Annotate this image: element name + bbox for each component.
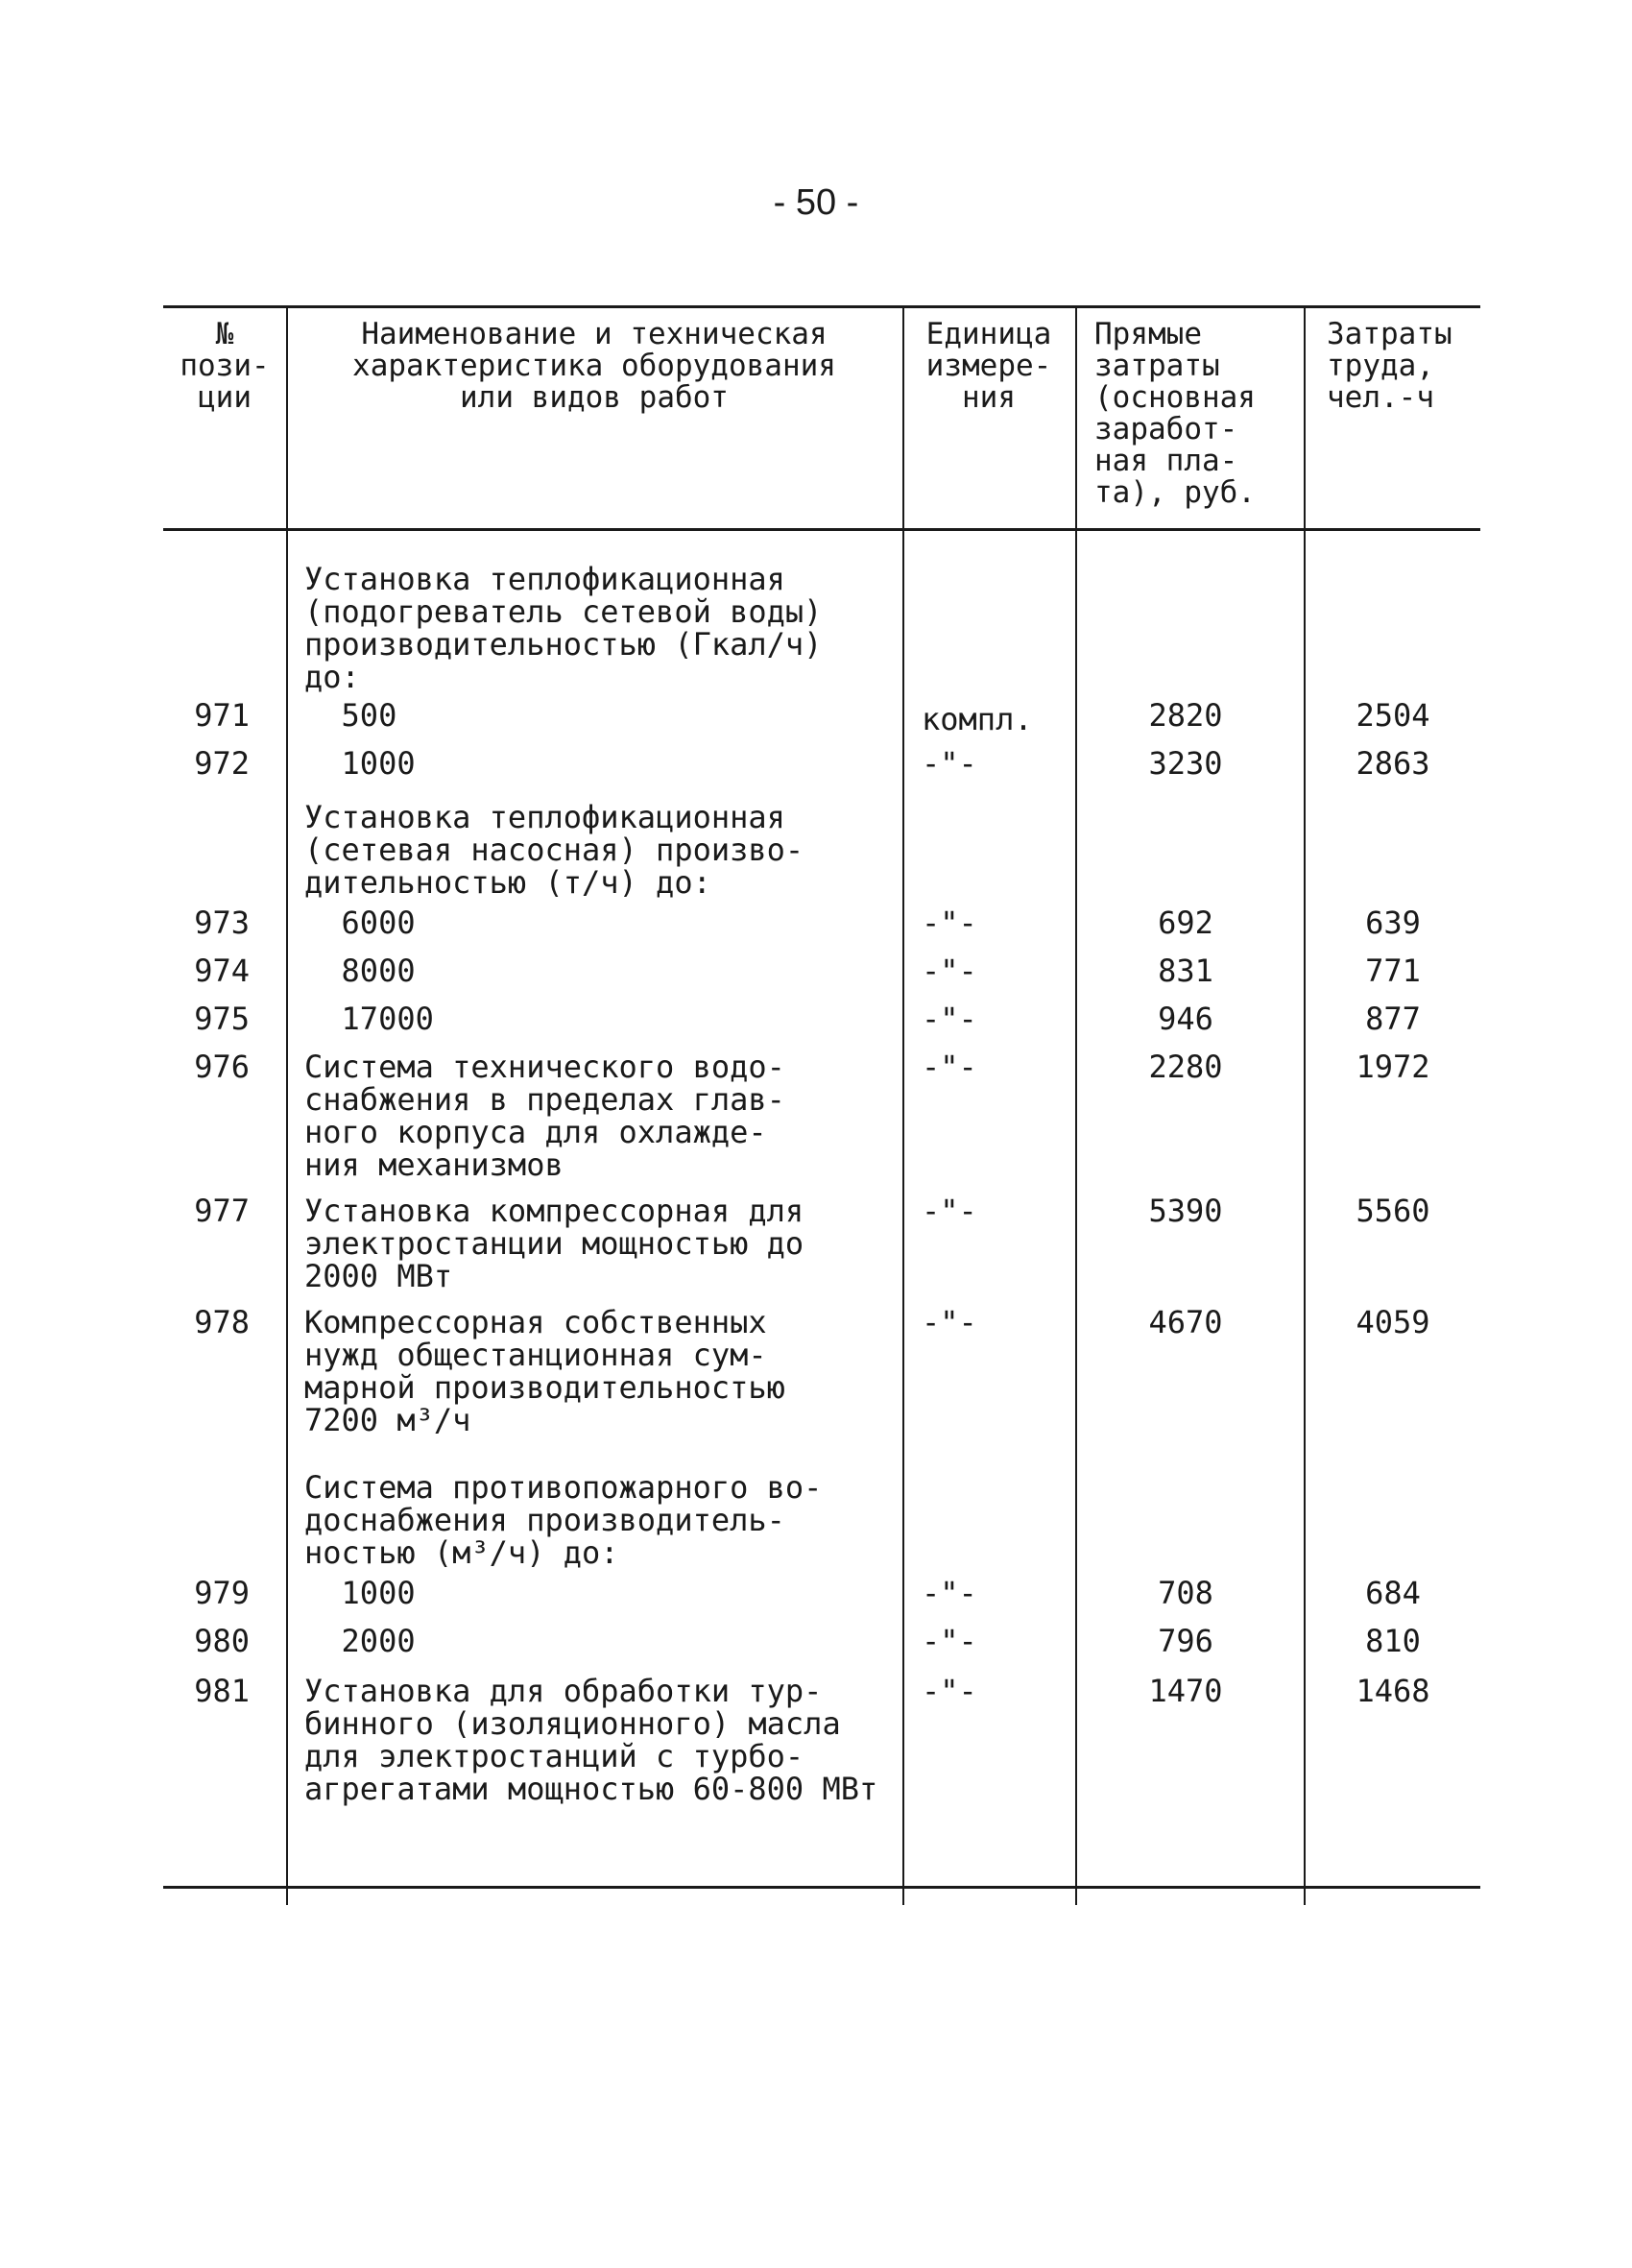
row-name: Система технического водо- снабжения в пределах глав- ного корпуса для охлажде- ния механизмов — [304, 1049, 785, 1183]
table-bottom-rule — [163, 1886, 1480, 1889]
row-position: 973 — [194, 905, 250, 941]
row-name: 1000 — [304, 1575, 416, 1611]
row-position: 977 — [194, 1193, 250, 1229]
row-labor: 2504 — [1356, 697, 1430, 734]
row-direct-cost: 1470 — [1148, 1673, 1223, 1709]
row-name: 6000 — [304, 905, 416, 941]
row-unit: -"- — [922, 1623, 977, 1659]
row-position: 976 — [194, 1049, 250, 1085]
table-top-rule — [163, 305, 1480, 308]
column-divider — [1304, 305, 1306, 1905]
row-name: 17000 — [304, 1001, 434, 1037]
row-unit: компл. — [922, 701, 1033, 737]
row-name: Компрессорная собственных нужд общестанционная сум- марной производительностью 7200 м³/ч — [304, 1304, 785, 1438]
row-name: 2000 — [304, 1623, 416, 1659]
header-name: Наименование и техническая характеристика оборудования или видов работ — [352, 317, 836, 415]
row-labor: 1468 — [1356, 1673, 1430, 1709]
row-position: 972 — [194, 745, 250, 782]
row-labor: 810 — [1365, 1623, 1421, 1659]
row-unit: -"- — [922, 1001, 977, 1037]
row-direct-cost: 946 — [1158, 1001, 1213, 1037]
row-unit: -"- — [922, 1575, 977, 1611]
row-name: 8000 — [304, 953, 416, 989]
row-name: 1000 — [304, 745, 416, 782]
row-unit: -"- — [922, 905, 977, 941]
row-direct-cost: 2820 — [1148, 697, 1223, 734]
row-direct-cost: 796 — [1158, 1623, 1213, 1659]
group-heading: Установка теплофикационная (сетевая насосная) произво- дительностью (т/ч) до: — [304, 799, 804, 901]
row-position: 981 — [194, 1673, 250, 1709]
row-unit: -"- — [922, 953, 977, 989]
header-direct-cost: Прямые затраты (основная заработ- ная пла- та), руб. — [1094, 317, 1256, 510]
row-position: 978 — [194, 1304, 250, 1340]
column-divider — [1075, 305, 1077, 1905]
row-labor: 771 — [1365, 953, 1421, 989]
row-labor: 2863 — [1356, 745, 1430, 782]
row-unit: -"- — [922, 1193, 977, 1229]
row-unit: -"- — [922, 745, 977, 782]
row-direct-cost: 4670 — [1148, 1304, 1223, 1340]
row-name: Установка для обработки тур- бинного (изоляционного) масла для электростанций с турбо- агрегатами мощностью 60-800 МВт — [304, 1673, 878, 1807]
row-labor: 639 — [1365, 905, 1421, 941]
row-position: 979 — [194, 1575, 250, 1611]
header-labor: Затраты труда, чел.-ч — [1327, 317, 1452, 415]
row-position: 971 — [194, 697, 250, 734]
cost-table — [163, 305, 1480, 1905]
page-number: - 50 - — [773, 182, 859, 223]
row-direct-cost: 831 — [1158, 953, 1213, 989]
row-labor: 4059 — [1356, 1304, 1430, 1340]
row-name: 500 — [304, 697, 397, 734]
row-labor: 877 — [1365, 1001, 1421, 1037]
header-unit: Единица измере- ния — [925, 317, 1052, 415]
row-name: Установка компрессорная для электростанции мощностью до 2000 МВт — [304, 1193, 804, 1294]
row-direct-cost: 708 — [1158, 1575, 1213, 1611]
header-position: № пози- ции — [180, 317, 270, 415]
header-bottom-rule — [163, 528, 1480, 531]
row-position: 975 — [194, 1001, 250, 1037]
row-position: 980 — [194, 1623, 250, 1659]
group-heading: Установка теплофикационная (подогреватель сетевой воды) производительностью (Гкал/ч) до: — [304, 561, 823, 695]
row-direct-cost: 3230 — [1148, 745, 1223, 782]
row-direct-cost: 5390 — [1148, 1193, 1223, 1229]
group-heading: Система противопожарного во- доснабжения производитель- ностью (м³/ч) до: — [304, 1469, 823, 1571]
row-labor: 1972 — [1356, 1049, 1430, 1085]
row-position: 974 — [194, 953, 250, 989]
row-unit: -"- — [922, 1673, 977, 1709]
row-direct-cost: 2280 — [1148, 1049, 1223, 1085]
row-unit: -"- — [922, 1049, 977, 1085]
row-labor: 684 — [1365, 1575, 1421, 1611]
row-labor: 5560 — [1356, 1193, 1430, 1229]
row-unit: -"- — [922, 1304, 977, 1340]
row-direct-cost: 692 — [1158, 905, 1213, 941]
column-divider — [286, 305, 288, 1905]
